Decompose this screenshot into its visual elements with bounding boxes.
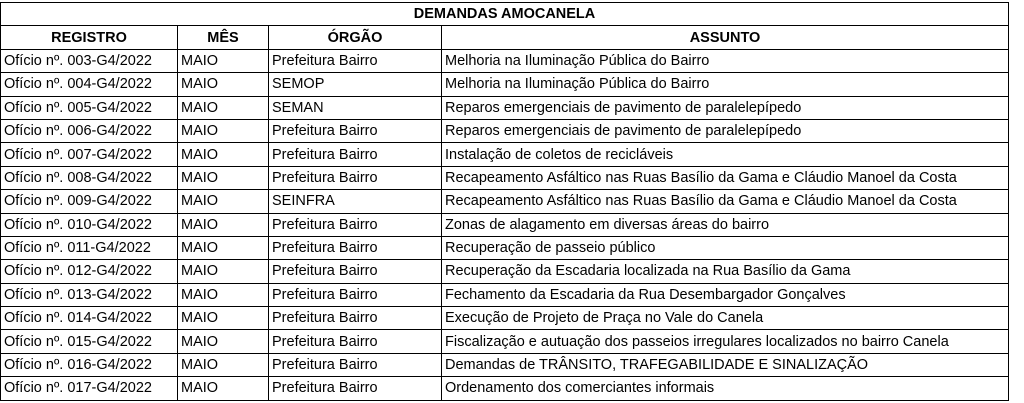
cell-mes[interactable]: MAIO [178,166,269,189]
cell-registro[interactable]: Ofício nº. 010-G4/2022 [1,213,178,236]
cell-registro[interactable]: Ofício nº. 007-G4/2022 [1,143,178,166]
cell-orgao[interactable]: Prefeitura Bairro [269,49,442,72]
cell-orgao[interactable]: Prefeitura Bairro [269,213,442,236]
cell-orgao[interactable]: Prefeitura Bairro [269,236,442,259]
cell-assunto[interactable]: Zonas de alagamento em diversas áreas do bairro [442,213,1009,236]
table-row [1,330,1009,353]
cell-assunto[interactable]: Melhoria na Iluminação Pública do Bairro [442,73,1009,96]
cell-assunto[interactable]: Execução de Projeto de Praça no Vale do Canela [442,307,1009,330]
cell-registro[interactable]: Ofício nº. 014-G4/2022 [1,307,178,330]
cell-orgao[interactable]: Prefeitura Bairro [269,377,442,400]
cell-orgao[interactable]: SEINFRA [269,190,442,213]
cell-mes[interactable]: MAIO [178,190,269,213]
cell-orgao[interactable]: Prefeitura Bairro [269,119,442,142]
cell-assunto[interactable]: Instalação de coletos de recicláveis [442,143,1009,166]
cell-assunto[interactable]: Reparos emergenciais de pavimento de paralelepípedo [442,96,1009,119]
cell-registro[interactable]: Ofício nº. 012-G4/2022 [1,260,178,283]
header-orgao[interactable]: ÓRGÃO [269,26,442,49]
cell-registro[interactable]: Ofício nº. 011-G4/2022 [1,236,178,259]
cell-assunto[interactable]: Reparos emergenciais de pavimento de paralelepípedo [442,119,1009,142]
cell-assunto[interactable]: Demandas de TRÂNSITO, TRAFEGABILIDADE E SINALIZAÇÃO [442,353,1009,376]
header-assunto[interactable]: ASSUNTO [442,26,1009,49]
cell-orgao[interactable]: Prefeitura Bairro [269,260,442,283]
cell-assunto[interactable]: Recuperação de passeio público [442,236,1009,259]
cell-registro[interactable]: Ofício nº. 005-G4/2022 [1,96,178,119]
cell-mes[interactable]: MAIO [178,377,269,400]
table-row [1,377,1009,400]
cell-mes[interactable]: MAIO [178,260,269,283]
cell-registro[interactable]: Ofício nº. 016-G4/2022 [1,353,178,376]
cell-orgao[interactable]: Prefeitura Bairro [269,166,442,189]
table-row [1,166,1009,189]
cell-mes[interactable]: MAIO [178,213,269,236]
cell-mes[interactable]: MAIO [178,73,269,96]
cell-mes[interactable]: MAIO [178,330,269,353]
cell-mes[interactable]: MAIO [178,96,269,119]
table-row [1,49,1009,72]
header-mes[interactable]: MÊS [178,26,269,49]
cell-orgao[interactable]: Prefeitura Bairro [269,330,442,353]
cell-assunto[interactable]: Recuperação da Escadaria localizada na Rua Basílio da Gama [442,260,1009,283]
header-row [1,26,1009,49]
cell-orgao[interactable]: Prefeitura Bairro [269,353,442,376]
cell-registro[interactable]: Ofício nº. 009-G4/2022 [1,190,178,213]
table-row [1,119,1009,142]
title-row [1,3,1009,26]
table-row [1,143,1009,166]
table-row [1,283,1009,306]
table-row [1,96,1009,119]
cell-assunto[interactable]: Melhoria na Iluminação Pública do Bairro [442,49,1009,72]
cell-mes[interactable]: MAIO [178,283,269,306]
table-row [1,236,1009,259]
cell-assunto[interactable]: Recapeamento Asfáltico nas Ruas Basílio da Gama e Cláudio Manoel da Costa [442,190,1009,213]
cell-mes[interactable]: MAIO [178,307,269,330]
cell-registro[interactable]: Ofício nº. 015-G4/2022 [1,330,178,353]
table-row [1,213,1009,236]
table-row [1,190,1009,213]
cell-mes[interactable]: MAIO [178,119,269,142]
cell-registro[interactable]: Ofício nº. 008-G4/2022 [1,166,178,189]
cell-mes[interactable]: MAIO [178,353,269,376]
spreadsheet-sheet [0,2,1008,401]
cell-registro[interactable]: Ofício nº. 003-G4/2022 [1,49,178,72]
cell-registro[interactable]: Ofício nº. 013-G4/2022 [1,283,178,306]
cell-assunto[interactable]: Ordenamento dos comerciantes informais [442,377,1009,400]
cell-orgao[interactable]: Prefeitura Bairro [269,307,442,330]
cell-registro[interactable]: Ofício nº. 006-G4/2022 [1,119,178,142]
table-body [1,49,1009,400]
cell-orgao[interactable]: SEMAN [269,96,442,119]
table-row [1,307,1009,330]
cell-assunto[interactable]: Recapeamento Asfáltico nas Ruas Basílio da Gama e Cláudio Manoel da Costa [442,166,1009,189]
cell-mes[interactable]: MAIO [178,143,269,166]
demandas-table [0,2,1009,401]
table-row [1,353,1009,376]
cell-assunto[interactable]: Fiscalização e autuação dos passeios irregulares localizados no bairro Canela [442,330,1009,353]
table-title[interactable]: DEMANDAS AMOCANELA [1,3,1009,26]
table-row [1,260,1009,283]
cell-orgao[interactable]: Prefeitura Bairro [269,143,442,166]
header-registro[interactable]: REGISTRO [1,26,178,49]
cell-orgao[interactable]: Prefeitura Bairro [269,283,442,306]
cell-orgao[interactable]: SEMOP [269,73,442,96]
cell-mes[interactable]: MAIO [178,49,269,72]
cell-registro[interactable]: Ofício nº. 017-G4/2022 [1,377,178,400]
cell-registro[interactable]: Ofício nº. 004-G4/2022 [1,73,178,96]
cell-assunto[interactable]: Fechamento da Escadaria da Rua Desembargador Gonçalves [442,283,1009,306]
table-row [1,73,1009,96]
cell-mes[interactable]: MAIO [178,236,269,259]
